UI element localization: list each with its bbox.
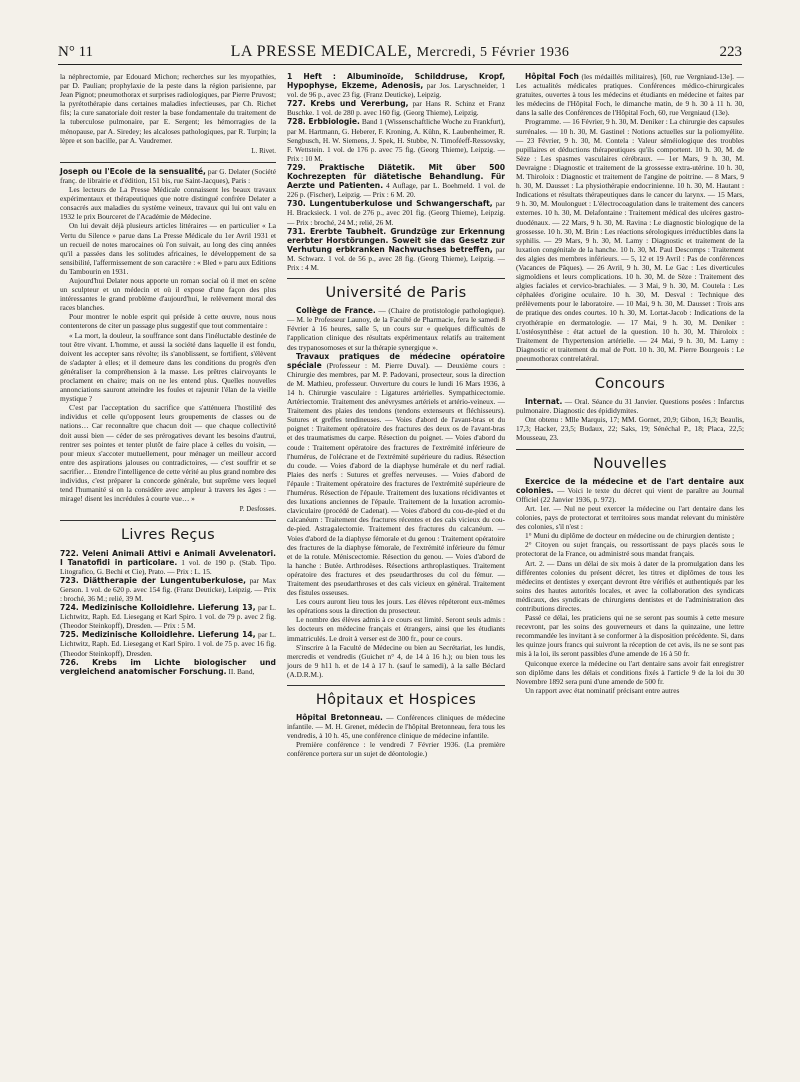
divider (287, 685, 505, 686)
book-entry: 723. Diättherapie der Lungentuberkulose, par Max Gerson. 1 vol. de 620 p. avec 154 fig. (Franz Deuticke), Leipzig. — Prix : broché, 36 M.; relié, 39 M. (60, 575, 276, 603)
book-entry: 728. Erbbiologie. Band 1 (Wissenschaftliche Woche zu Frankfurt), par M. Hartmann, G. Heberer, F. Kroning, A. Kühn, K. Laubenheimer, R. Sengbusch, H. W. Siemens, J. Spek, H. Stubbe, N. Timoféeff-Ressovsky, F. Wettstein. 1 vol. de 176 p. avec 75 fig. (Georg Thieme), Leipzig. — Prix : 10 M. (287, 117, 506, 163)
divider (60, 162, 276, 163)
issue-number: N° 11 (58, 44, 94, 60)
review-paragraph: Les lecteurs de La Presse Médicale connaissent les beaux travaux expérimentaux et thérapeutiques que notre distingué confrère Delater a consacrés aux maladies du système veineux, travaux qui lui ont valu en 1932 le prix Bourceret de l'Académie de Médecine. (60, 185, 276, 222)
book-entry: 726. Krebs im Lichte biologischer und vergleichend anatomischer Forschung. II. Band, (60, 657, 276, 676)
book-entry: 724. Medizinische Kolloidlehre. Lieferung 13, par L. Lichtwitz, Raph. Ed. Liesegang et Karl Spiro. 1 vol. de 79 p. avec 2 fig. (Theodor Steinkopff), Dresden. — Prix : 5 M. (60, 603, 276, 631)
book-entry: 725. Medizinische Kolloidlehre. Lieferung 14, par L. Lichtwitz, Raph. Ed. Liesegang et Karl Spiro. 1 vol. de 75 p. avec 16 fig. (Theodor Steinkopff), Dresden. (60, 630, 276, 658)
review-signature: P. Desfosses. (239, 505, 276, 514)
divider (287, 278, 505, 279)
news-paragraph: Les cours auront lieu tous les jours. Les élèves répéteront eux-mêmes les opérations sous la direction du prosecteur. (287, 597, 505, 616)
news-paragraph: S'inscrire à la Faculté de Médecine ou bien au Secrétariat, les lundis, mercredis et vendredis (Guichet n° 4, de 14 à 16 h.); ou bien tous les jours de 9 h11 h. et de 14 à 17 h. (sauf le samedi), à la salle Béclard (A.D.R.M.). (287, 642, 505, 679)
column-1 (60, 72, 276, 676)
news-paragraph: Un rapport avec état nominatif précisant entre autres (525, 685, 680, 695)
news-paragraph: Art. 1er. — Nul ne peut exercer la médecine ou l'art dentaire dans les colonies, pays de protectorat et territoires sous mandat relevant du ministère des colonies, s'il n'est : (516, 503, 744, 532)
book-entry: 731. Ererbte Taubheit. Grundzüge zur Erkennung ererbter Horstörungen. Soweit sie das Gesetz zur Verhutung erbkranken Nachwuchses betreffen, par M. Schwarz. 1 vol. de 56 p., avec 28 fig. (Georg Thieme), Leipzig. — Prix : 4 M. (287, 226, 505, 272)
divider (60, 520, 276, 521)
news-paragraph: Le nombre des élèves admis à ce cours est limité. Seront seuls admis : les docteurs en médecine français et étrangers, ainsi que les étudiants immatriculés. Le droit à verser est de 300 fr., pour ce cours. (287, 615, 505, 643)
news-item: Hôpital Foch (les médaillés militaires), [60, rue Vergniaud-13e]. — Les actualités médicales pratiques. Conférences médico-chirurgicales gratuites, ouvertes à tous les médecins et étudiants en médecine et faites par les médecins de l'Hôpital Foch, le dimanche matin, de 9 h. 30 à 11 h. 30, dans la salle des Conférences de l'Hôpital Foch, 60, rue Vergniaud (13e). (516, 72, 744, 118)
book-review-heading: Joseph ou l'Ecole de la sensualité, par G. Delater (Société franç. de librairie et d'édition, 151 bis, rue Saint-Jacques), Paris : (60, 166, 276, 185)
section-title-universite: Université de Paris (325, 285, 467, 302)
book-entry: 730. Lungentuberkulose und Schwangerschaft, par H. Bracksieck. 1 vol. de 276 p., avec 201 fig. (Georg Thieme), Leipzig. — Prix : broché, 24 M.; relié, 26 M. (287, 199, 505, 227)
news-paragraph: Quiconque exerce la médecine ou l'art dentaire sans avoir fait enregistrer son diplôme dans les délais et conditions fixés à l'article 9 de la loi du 30 Novembre 1892 sera puni d'une amende de 500 fr. (516, 658, 744, 686)
news-paragraph: 2° Citoyen ou sujet français, ou ressortissant de pays placés sous le protectorat de la France, ou administré sous mandat français. (516, 540, 744, 559)
column-2 (287, 72, 505, 759)
page-header (58, 42, 742, 65)
news-item: Hôpital Bretonneau. — Conférences cliniques de médecine infantile. — M. H. Grenet, médecin de l'hôpital Bretonneau, fera tous les vendredis, à 10 h. 45, une conférence clinique de médecine infantile. (287, 713, 506, 741)
news-paragraph: Programme. — 16 Février, 9 h. 30, M. Deniker : La chirurgie des capsules surrénales. — 10 h. 30, M. Gastinel : Notions actuelles sur la poliomyélite. — 23 Février, 9 h. 30, M. Contela : Valeur séméiologique des troubles pupillaires et déductions thérapeutiques qu'ils comportent. 10 h. 30, M. de Sèze : Les spasmes vasculaires cérébraux. — 1er Mars, 9 h. 30, M. Devraigne : Diagnostic et traitement de la grossesse extra-utérine. 10 h. 30, M. Thiroloix : Diagnostic et traitement de l'angine de poitrine. — 8 Mars, 9 h. 30, M. Dausset : La physiothérapie endocrinienne. 10 h. 30, M. Hautant : Indications et résultats thérapeutiques dans le cancer du larynx. — 15 Mars, 9 h. 30, M. Moulonguet : L'électrocoagulation dans le traitement des cancers externes. 10 h. 30, M. Delafontaine : Traitement médical des ulcères gastro-duodénaux. — 22 Mars, 9 h. 30, M. Ravina : Le diagnostic biologique de la grossesse. 10 h. 30, M. Brin : Les réactions sérologiques irréductibles dans la syphilis. — 29 Mars, 9 h. 30, M. Lamy : Diagnostic et traitement de la luxation congénitale de la hanche. 10 h. 30, M. Paul Descomps : Traitement des algies des membres inférieurs. — 5, 12 et 19 Avril : Pas de conférences (Vacances de Pâques). — 26 Avril, 9 h. 30, M. Le Gac : Les diverticules sigmoïdiens et leurs complications. 10 h. 30, M. de Sèze : Traitement des algies faciales et cervico-brachiales. — 3 Mai, 9 h. 30, M. Coutela : Les céphalées d'origine oculaire. 10 h. 30, M. Desval : Technique des prélèvements pour le laboratoire. — 10 Mai, 9 h. 30, M. Dausset : Trois ans de pratique des ondes courtes. 10 h. 30, M. Lortat-Jacob : Indications de la cryothérapie en dermatologie. — 17 Mai, 9 h. 30, M. Deniker : L'ostéosynthèse : état actuel de la question. 10 h. 30, M. Thiroloix : Traitement de l'hypertension artérielle. — 24 Mai, 9 h. 30, M. Lamy : Diagnostic et traitement du mal de Pott. 10 h. 30, M. Pierre Bourgeois : Le pneumothorax contrelatéral. (516, 117, 744, 363)
section-title-livres: Livres Reçus (120, 527, 216, 544)
news-item: Internat. — Oral. Séance du 31 Janvier. Questions posées : Infarctus pulmonaire. Diagnostic des épididymites. (516, 397, 744, 416)
section-title-hopitaux: Hôpitaux et Hospices (315, 692, 477, 708)
journal-title: LA PRESSE MEDICALE, Mercredi, 5 Février 1936 (230, 43, 570, 60)
news-paragraph: Ont obtenu : Mlle Marquis, 17; MM. Gornet, 20,9; Gibon, 16,3; Beaulis, 17,3; Hacker, 23,5; Budaux, 22; Saks, 19; Sénéchal P., 18; Placa, 22,5; Mousseau, 23. (516, 415, 744, 443)
review-quote: C'est par l'acceptation du sacrifice que s'atténuera l'hostilité des individus et celle qu'opposent leurs groupements de classes ou de nations… Car reconnaître que chacun doit — que chaque collectivité doit aussi bien — céder de ses prérogatives devant les besoins d'autrui, rentrer ses pointes et tenter plutôt de faire place à celles du voisin, — pour mieux s'accoter mutuellement, pour ménager un meilleur accord entre des aspirations jalouses ou contradictoires, — c'est souffrir et se sacrifier… Etendre l'intelligence de cette vérité au plus grand nombre des individus, c'est préparer la concorde générale, but suprême vers lequel tend l'humanité si on la considère avec ampleur à travers les âges : — mirage! disent les incrédules à courte vue… » (60, 403, 276, 504)
review-paragraph: Aujourd'hui Delater nous apporte un roman social où il met en scène un sculpteur et un médecin et où il expose d'une façon des plus intéressantes le grand problème d'aujourd'hui, le relèvement moral des races blanches. (60, 275, 276, 313)
issue-date: Mercredi, 5 Février 1936 (416, 45, 570, 60)
section-title-concours: Concours (594, 376, 666, 392)
book-entry: 722. Veleni Animali Attivi e Animali Avvelenatori. I Tanatofidi in particolare. 1 vol. de 190 p. (Stab. Tipo. Litografico, G. Bechi et Cie), Prato. — Prix : L. 15. (60, 548, 277, 576)
news-paragraph: Passé ce délai, les praticiens qui ne se seront pas soumis à cette mesure recevront, par les soins des gouverneurs et dans la quinzaine, une lettre recommandée les invitant à se conformer à la disposition précédente. Si, dans les quinze jours francs qui suivront la réception de cet avis, ils ne se sont pas mis à la loi, ils seront passibles d'une amende de 16 à 50 fr. (516, 613, 744, 659)
review-paragraph: On lui devait déjà plusieurs articles littéraires — en particulier « La Vertu du Silence » parue dans La Presse Médicale du 1er Avril 1931 et un recueil de notes marocaines où l'on suivait, au long des cinq années qu'il a passées dans les solitudes africaines, le développement de sa sensibilité, l'affermissement de son caractère : « Bled » paru aux Editions du Tambourin en 1931. (60, 221, 276, 276)
news-item: Collège de France. — (Chaire de protistologie pathologique). — M. le Professeur Launoy, de la Faculté de Pharmacie, fera le samedi 8 Février à 16 heures, salle 5, un cours sur « quelques difficultés de l'application clinique des résultats expérimentaux relatifs au traitement des trypanosomoses et sur la thérapie synergique ». (287, 306, 505, 352)
news-paragraph: 1° Muni du diplôme de docteur en médecine ou de chirurgien dentiste ; (525, 531, 735, 541)
book-entry: 1 Heft : Albuminoïde, Schilddruse, Kropf, Hypophyse, Ekzeme, Adenosis, par Jos. Laryschneider, 1 vol. de 96 p., avec 23 fig. (Franz Deuticke), Leipzig. (287, 72, 505, 100)
review-quote: « La mort, la douleur, la souffrance sont dans l'inéluctable destinée de tout être vivant. L'homme, et aussi la société dans laquelle il est fondu, doivent les accepter sans révolte; ils s'anoblissent, se fortifient, s'élèvent de s'adapter à elles; et il demeure dans les conditions du progrès d'en généraliser la compréhension à la masse. Les prêtres clairvoyants le proclament en chaire; mais on ne les entend plus. Quelles nouvelles annonciations sauront atteindre les foules et rajeunir l'élan de la vieille mystique ? (60, 330, 276, 404)
book-entry: 729. Praktische Diätetik. Mit über 500 Kochrezepten für diätetische Behandlung. Für Aerzte und Patienten. 4 Auflage, par L. Boehmeld. 1 vol. de 226 p. (Fischer), Leipzig. — Prix : 6 M. 20. (287, 162, 505, 200)
book-entry: 727. Krebs und Vererbung, par Hans R. Schinz et Franz Buschke. 1 vol. de 280 p. avec 160 fig. (Georg Thieme), Leipzig. (287, 99, 505, 118)
review-paragraph: Pour montrer le noble esprit qui préside à cette œuvre, nous nous contenterons de citer un passage plus suggestif que tout commentaire : (60, 312, 276, 331)
column-3 (516, 72, 744, 695)
review-intro: la néphrectomie, par Edouard Michon; recherches sur les myopathies, par D. Paulian; prophylaxie de la peste dans la région parisienne, par Jean Pignot; pneumothorax et surprises radiologiques, par Pierre Pruvost; la pyrétothérapie dans certaines maladies infectieuses, par Ch. Richet fils; la cure sanatoriale doit rester la base fondamentale du traitement de la tuberculose pulmonaire, par E. Sergent; les hémorragies de la ménopause, par A. Siredey; les alcaloses pathologiques, par R. Turpin; la lèpre et son bacille, par A. Vaudremer. (60, 72, 276, 145)
divider (516, 369, 744, 370)
review-signature: L. Rivet. (251, 146, 276, 155)
page-number: 223 (719, 44, 742, 60)
news-paragraph: Art. 2. — Dans un délai de six mois à dater de la promulgation dans les différentes colonies du présent décret, les titres et diplômes de tous les médecins et dentistes y exerçant devront être vérifiés et authentiqués par les soins des hautes autorités locales, et avec la collaboration des syndicats médicaux, des syndicats de chirurgiens dentistes et de l'administration des contributions directes. (516, 558, 744, 613)
news-item: Exercice de la médecine et de l'art dentaire aux colonies. — Voici le texte du décret qui vient de paraître au Journal Officiel (22 Janvier 1936, p. 972). (516, 476, 744, 504)
news-paragraph: Première conférence : le vendredi 7 Février 1936. (La première conférence portera sur un sujet de déontologie.) (287, 740, 505, 759)
divider (516, 449, 744, 450)
news-item: Travaux pratiques de médecine opératoire spéciale (Professeur : M. Pierre Duval). — Deuxième cours : Chirurgie des membres, par M. P. Padovani, prosecteur, sous la direction de M. Mathieu, professeur. Ouverture du cours le lundi 16 Mars 1936, à 14 h. Chirurgie vasculaire : Ligatures artérielles. Sympathicectomie. Artériectomie. Traitement des anévrysmes artériels et artério-veineux. — Traitement des plaies des tendons (tendons extenseurs et fléchisseurs). Sutures et greffes tendineuses. — Voies d'abord de l'avant-bras et du poignet : Traitement opératoire des fractures des deux os de l'avant-bras et des traumatismes du carpe. Résection du poignet. — Voies d'abord du coude : Traitement opératoire des fractures de l'extrémité inférieure de l'humérus, de l'olécrane et de l'extrémité supérieure du radius. Résection du coude. — Voies d'abord de la diaphyse humérale et du nerf radial. Plaies des nerfs : Sutures et greffes nerveuses. — Voies d'abord de l'épaule : Traitement opératoire des fractures de l'extrémité supérieure de l'humérus. Résection de l'épaule. Traitement des luxations récidivantes et des luxations anciennes de l'épaule. Traitement de la luxation acromio-claviculaire (procédé de Cadenat). — Voies d'abord du cou-de-pied et du calcanéum : Traitement des fractures récentes et des cals vicieux du cou-de-pied. Astragalectomie. Traitement des fractures du calcanéum. — Voies d'abord de la diaphyse fémorale et du genou : Traitement opératoire des fractures de la diaphyse fémorale, de l'extrémité inférieure du fémur et de la rotule. Méniscectomie. Résection du genou. — Voies d'abord de la hanche : Butée. Arthrodèses. Résections arthroplastiques. Traitement opératoire des fractures et des pseudarthroses du col du fémur. — Traitement des pseudarthroses et des cals vicieux en général. Traitement des fistules osseuses. (287, 351, 505, 598)
section-title-nouvelles: Nouvelles (593, 455, 667, 472)
